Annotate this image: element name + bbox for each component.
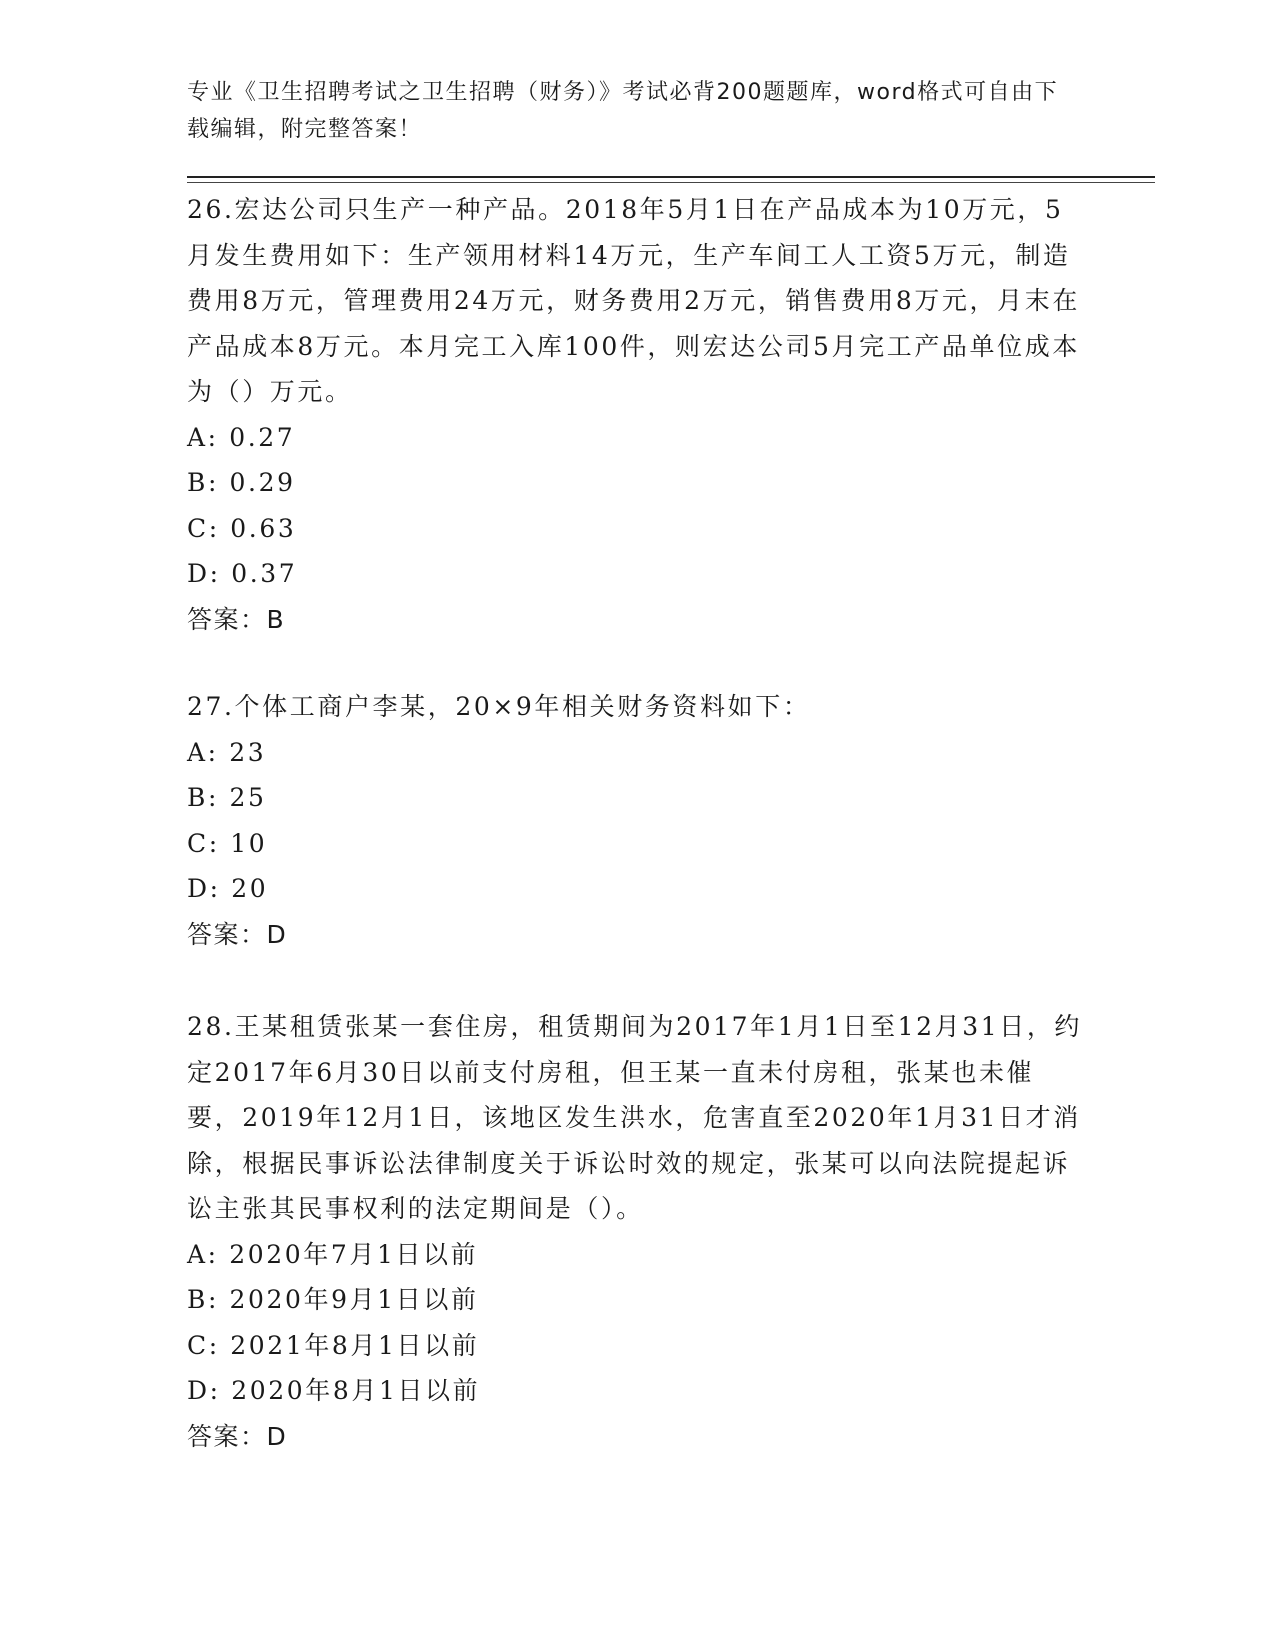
question-stem: 27.个体工商户李某，20×9年相关财务资料如下： <box>187 692 811 721</box>
header-divider-thick <box>187 176 1155 178</box>
option-b: B: 25 <box>187 783 267 812</box>
answer-label: 答案：D <box>187 919 288 949</box>
option-c: C: 0.63 <box>187 513 297 543</box>
option-a: A: 23 <box>187 737 267 767</box>
option-a: A: 2020年7月1日以前 <box>187 1239 479 1269</box>
question-stem: 28.王某租赁张某一套住房，租赁期间为2017年1月1日至12月31日，约定2017年6月30日以前支付房租，但王某一直未付房租，张某也未催要，2019年12月1日，该地区发生洪水，危害直至2020年1月31日才消除，根据民事诉讼法律制度关于诉讼时效的规定，张某可以向法院提起诉讼主张其民事权利的法定期间是（）。 <box>187 1012 1083 1223</box>
header-divider-thin <box>187 182 1155 183</box>
option-d: D: 0.37 <box>187 559 298 588</box>
question-28 <box>187 1004 1087 1459</box>
option-a: A: 0.27 <box>187 422 296 452</box>
option-d: D: 20 <box>187 874 269 903</box>
document-header: 专业《卫生招聘考试之卫生招聘（财务）》考试必背200题题库，word格式可自由下载编辑，附完整答案！ <box>187 80 1059 142</box>
option-b: B: 2020年9月1日以前 <box>187 1285 479 1314</box>
question-27 <box>187 684 1087 957</box>
question-26 <box>187 187 1087 642</box>
option-d: D: 2020年8月1日以前 <box>187 1376 481 1405</box>
answer-label: 答案：B <box>187 604 286 634</box>
question-stem: 26.宏达公司只生产一种产品。2018年5月1日在产品成本为10万元，5月发生费用如下：生产领用材料14万元，生产车间工人工资5万元，制造费用8万元，管理费用24万元，财务费用2万元，销售费用8万元，月末在产品成本8万元。本月完工入库100件，则宏达公司5月完工产品单位成本为（）万元。 <box>187 195 1080 406</box>
option-c: C: 10 <box>187 828 268 858</box>
option-c: C: 2021年8月1日以前 <box>187 1330 480 1360</box>
answer-label: 答案：D <box>187 1421 288 1451</box>
option-b: B: 0.29 <box>187 468 296 497</box>
